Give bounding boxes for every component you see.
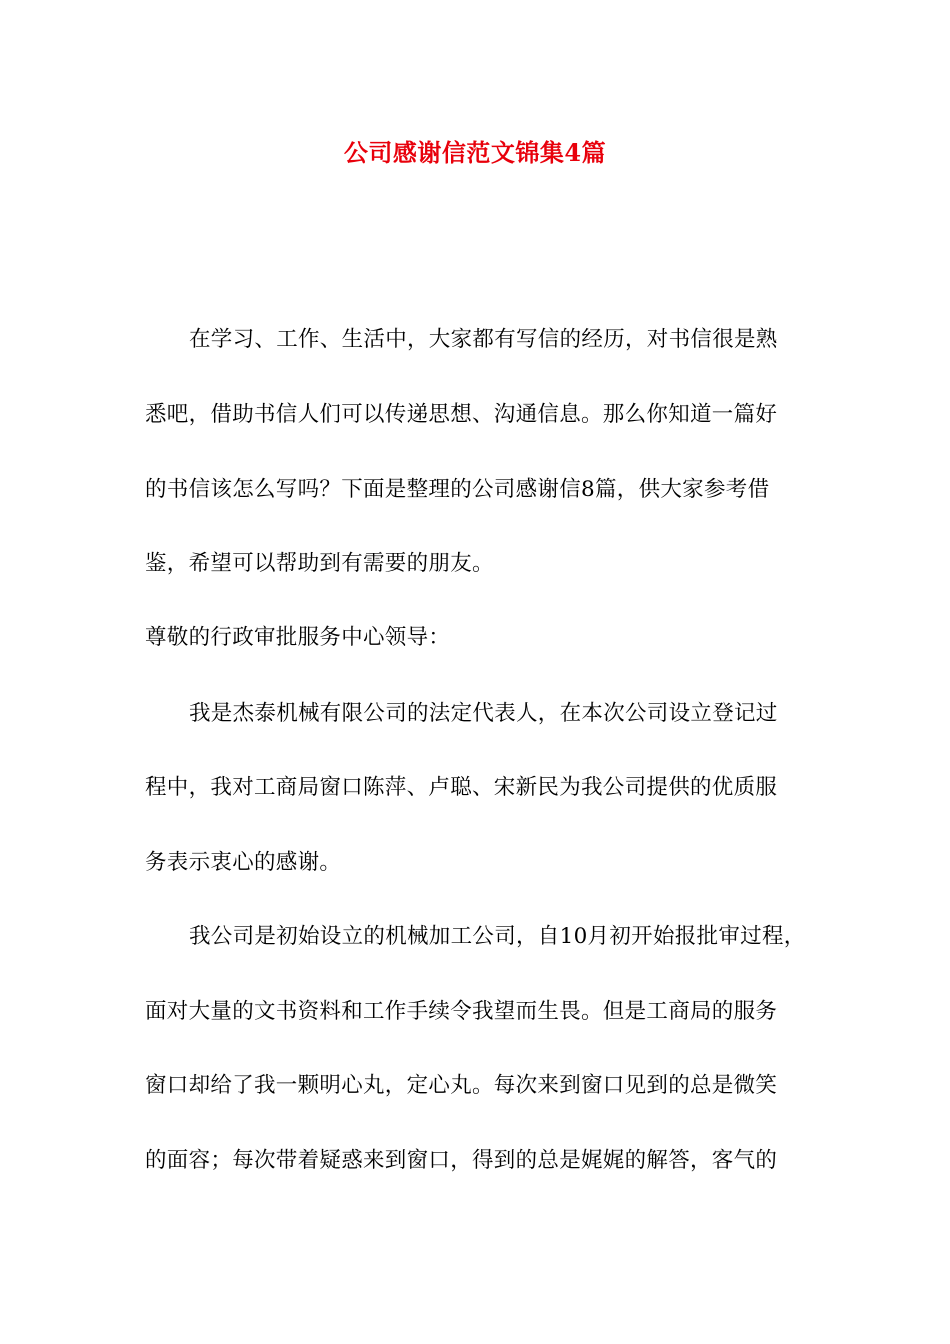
paragraph-line: 我是杰泰机械有限公司的法定代表人，在本次公司设立登记过 <box>189 701 778 726</box>
salutation: 尊敬的行政审批服务中心领导： <box>145 625 451 650</box>
paragraph-line: 面对大量的文书资料和工作手续令我望而生畏。但是工商局的服务 <box>145 999 778 1024</box>
paragraph-line: 鉴，希望可以帮助到有需要的朋友。 <box>145 551 494 576</box>
paragraph-line: 在学习、工作、生活中，大家都有写信的经历，对书信很是熟 <box>189 327 778 352</box>
paragraph-line: 务表示衷心的感谢。 <box>145 850 342 875</box>
paragraph-line: 窗口却给了我一颗明心丸，定心丸。每次来到窗口见到的总是微笑 <box>145 1073 778 1098</box>
paragraph-line: 我公司是初始设立的机械加工公司，自10月初开始报批审过程， <box>189 924 806 949</box>
document-title: 公司感谢信范文锦集4篇 <box>343 138 607 167</box>
paragraph-line: 程中，我对工商局窗口陈萍、卢聪、宋新民为我公司提供的优质服 <box>145 775 778 800</box>
paragraph-line: 的面容；每次带着疑惑来到窗口，得到的总是娓娓的解答，客气的 <box>145 1148 778 1173</box>
paragraph-line: 悉吧，借助书信人们可以传递思想、沟通信息。那么你知道一篇好 <box>145 402 778 427</box>
paragraph-line: 的书信该怎么写吗？下面是整理的公司感谢信8篇，供大家参考借 <box>145 477 770 502</box>
